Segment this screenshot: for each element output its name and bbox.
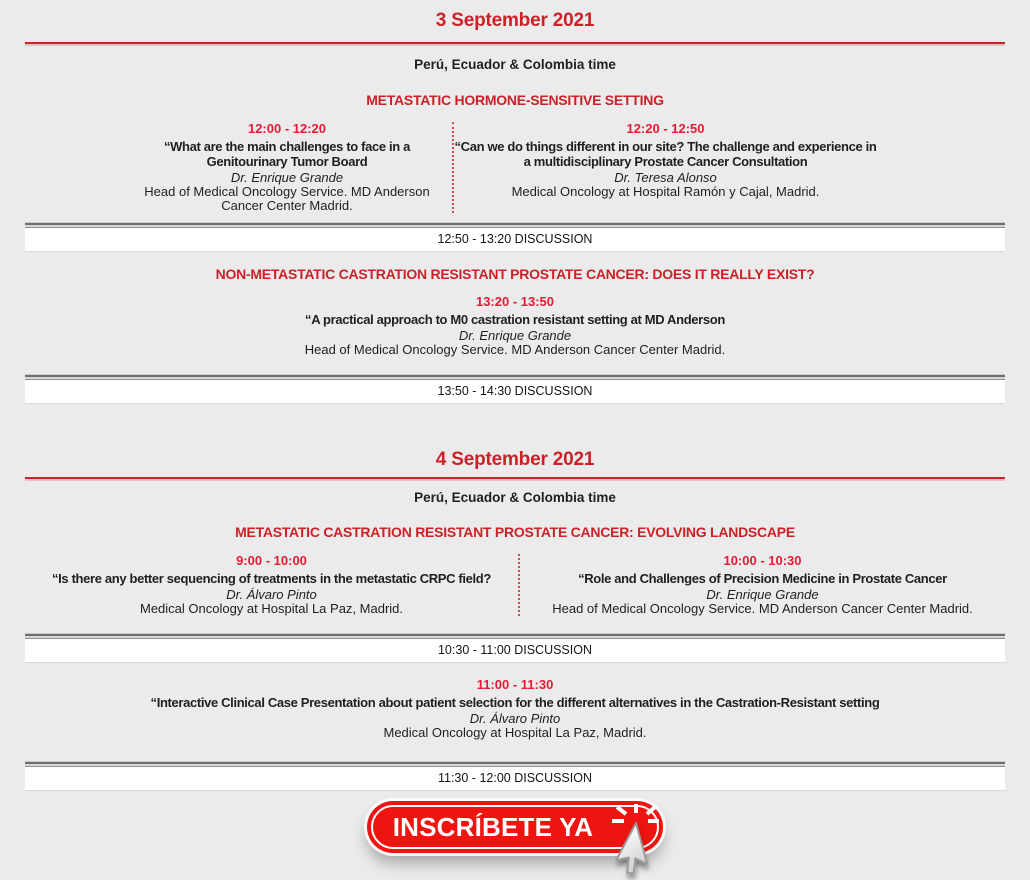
session-block [25, 295, 1005, 357]
click-burst [612, 804, 659, 821]
click-cursor-icon [599, 804, 709, 880]
discussion-bar [25, 633, 1005, 663]
session-row [25, 554, 1005, 616]
session-title: “Can we do things different in our site? The challenge and experience in a multidisciplinary Prostate Cancer Consultation [454, 139, 877, 169]
session-affiliation: Head of Medical Oncology Service. MD Anderson Cancer Center Madrid. [144, 184, 430, 213]
day-section-4-september [0, 450, 1030, 791]
inscribete-label: INSCRÍBETE YA [392, 811, 594, 842]
session-speaker: Dr. Enrique Grande [458, 328, 572, 343]
section-heading-mhss: METASTATIC HORMONE-SENSITIVE SETTING [366, 92, 664, 108]
discussion-bar [25, 222, 1005, 252]
session-block [25, 678, 1005, 740]
discussion-label: 10:30 - 11:00 DISCUSSION [25, 639, 1005, 663]
session-speaker: Dr. Álvaro Pinto [469, 711, 561, 726]
discussion-bar [25, 374, 1005, 404]
session-block [452, 122, 877, 213]
session-block [122, 122, 452, 213]
session-title: “A practical approach to M0 castration resistant setting at MD Anderson [305, 312, 725, 327]
section-heading-nmcrpc: NON-METASTATIC CASTRATION RESISTANT PROSTATE CANCER: DOES IT REALLY EXIST? [215, 266, 815, 282]
session-time: 12:20 - 12:50 [626, 121, 705, 136]
discussion-label: 13:50 - 14:30 DISCUSSION [25, 380, 1005, 404]
session-title: “Is there any better sequencing of treatments in the metastatic CRPC field? [52, 571, 491, 586]
session-speaker: Dr. Enrique Grande [230, 170, 344, 185]
session-affiliation: Medical Oncology at Hospital La Paz, Madrid. [383, 725, 647, 740]
session-time: 13:20 - 13:50 [475, 294, 555, 309]
discussion-label: 11:30 - 12:00 DISCUSSION [25, 767, 1005, 791]
session-title: “What are the main challenges to face in a Genitourinary Tumor Board [163, 139, 411, 169]
session-title: “Interactive Clinical Case Presentation about patient selection for the different alternatives in the Castration-Resistant setting [150, 695, 880, 710]
session-time: 9:00 - 10:00 [236, 553, 307, 568]
timezone-label: Perú, Ecuador & Colombia time [414, 57, 616, 72]
session-speaker: Dr. Enrique Grande [706, 587, 819, 602]
timezone-label: Perú, Ecuador & Colombia time [414, 490, 616, 505]
session-title: “Role and Challenges of Precision Medicine in Prostate Cancer [578, 571, 947, 586]
session-affiliation: Medical Oncology at Hospital Ramón y Cajal, Madrid. [511, 184, 820, 199]
day-title: 3 September 2021 [435, 10, 595, 31]
discussion-label: 12:50 - 13:20 DISCUSSION [25, 228, 1005, 252]
day-title: 4 September 2021 [435, 449, 595, 470]
inscribete-button[interactable] [367, 801, 663, 853]
session-time: 10:00 - 10:30 [723, 553, 802, 568]
cursor-arrow [613, 823, 661, 879]
session-affiliation: Head of Medical Oncology Service. MD Anderson Cancer Center Madrid. [552, 601, 973, 616]
session-time: 11:00 - 11:30 [476, 677, 554, 692]
cta-container [0, 801, 1030, 853]
red-divider-line [25, 42, 1005, 44]
session-block [518, 554, 1005, 616]
day-section-3-september [0, 0, 1030, 404]
session-row [122, 122, 877, 213]
session-time: 12:00 - 12:20 [247, 121, 327, 136]
session-affiliation: Medical Oncology at Hospital La Paz, Madrid. [139, 601, 403, 616]
session-speaker: Dr. Teresa Alonso [614, 170, 717, 185]
red-divider-line [25, 477, 1005, 479]
discussion-bar [25, 761, 1005, 791]
session-block [25, 554, 518, 616]
session-speaker: Dr. Álvaro Pinto [226, 587, 317, 602]
section-heading-mcrpc: METASTATIC CASTRATION RESISTANT PROSTATE CANCER: EVOLVING LANDSCAPE [235, 524, 795, 540]
session-affiliation: Head of Medical Oncology Service. MD Anderson Cancer Center Madrid. [304, 342, 726, 357]
